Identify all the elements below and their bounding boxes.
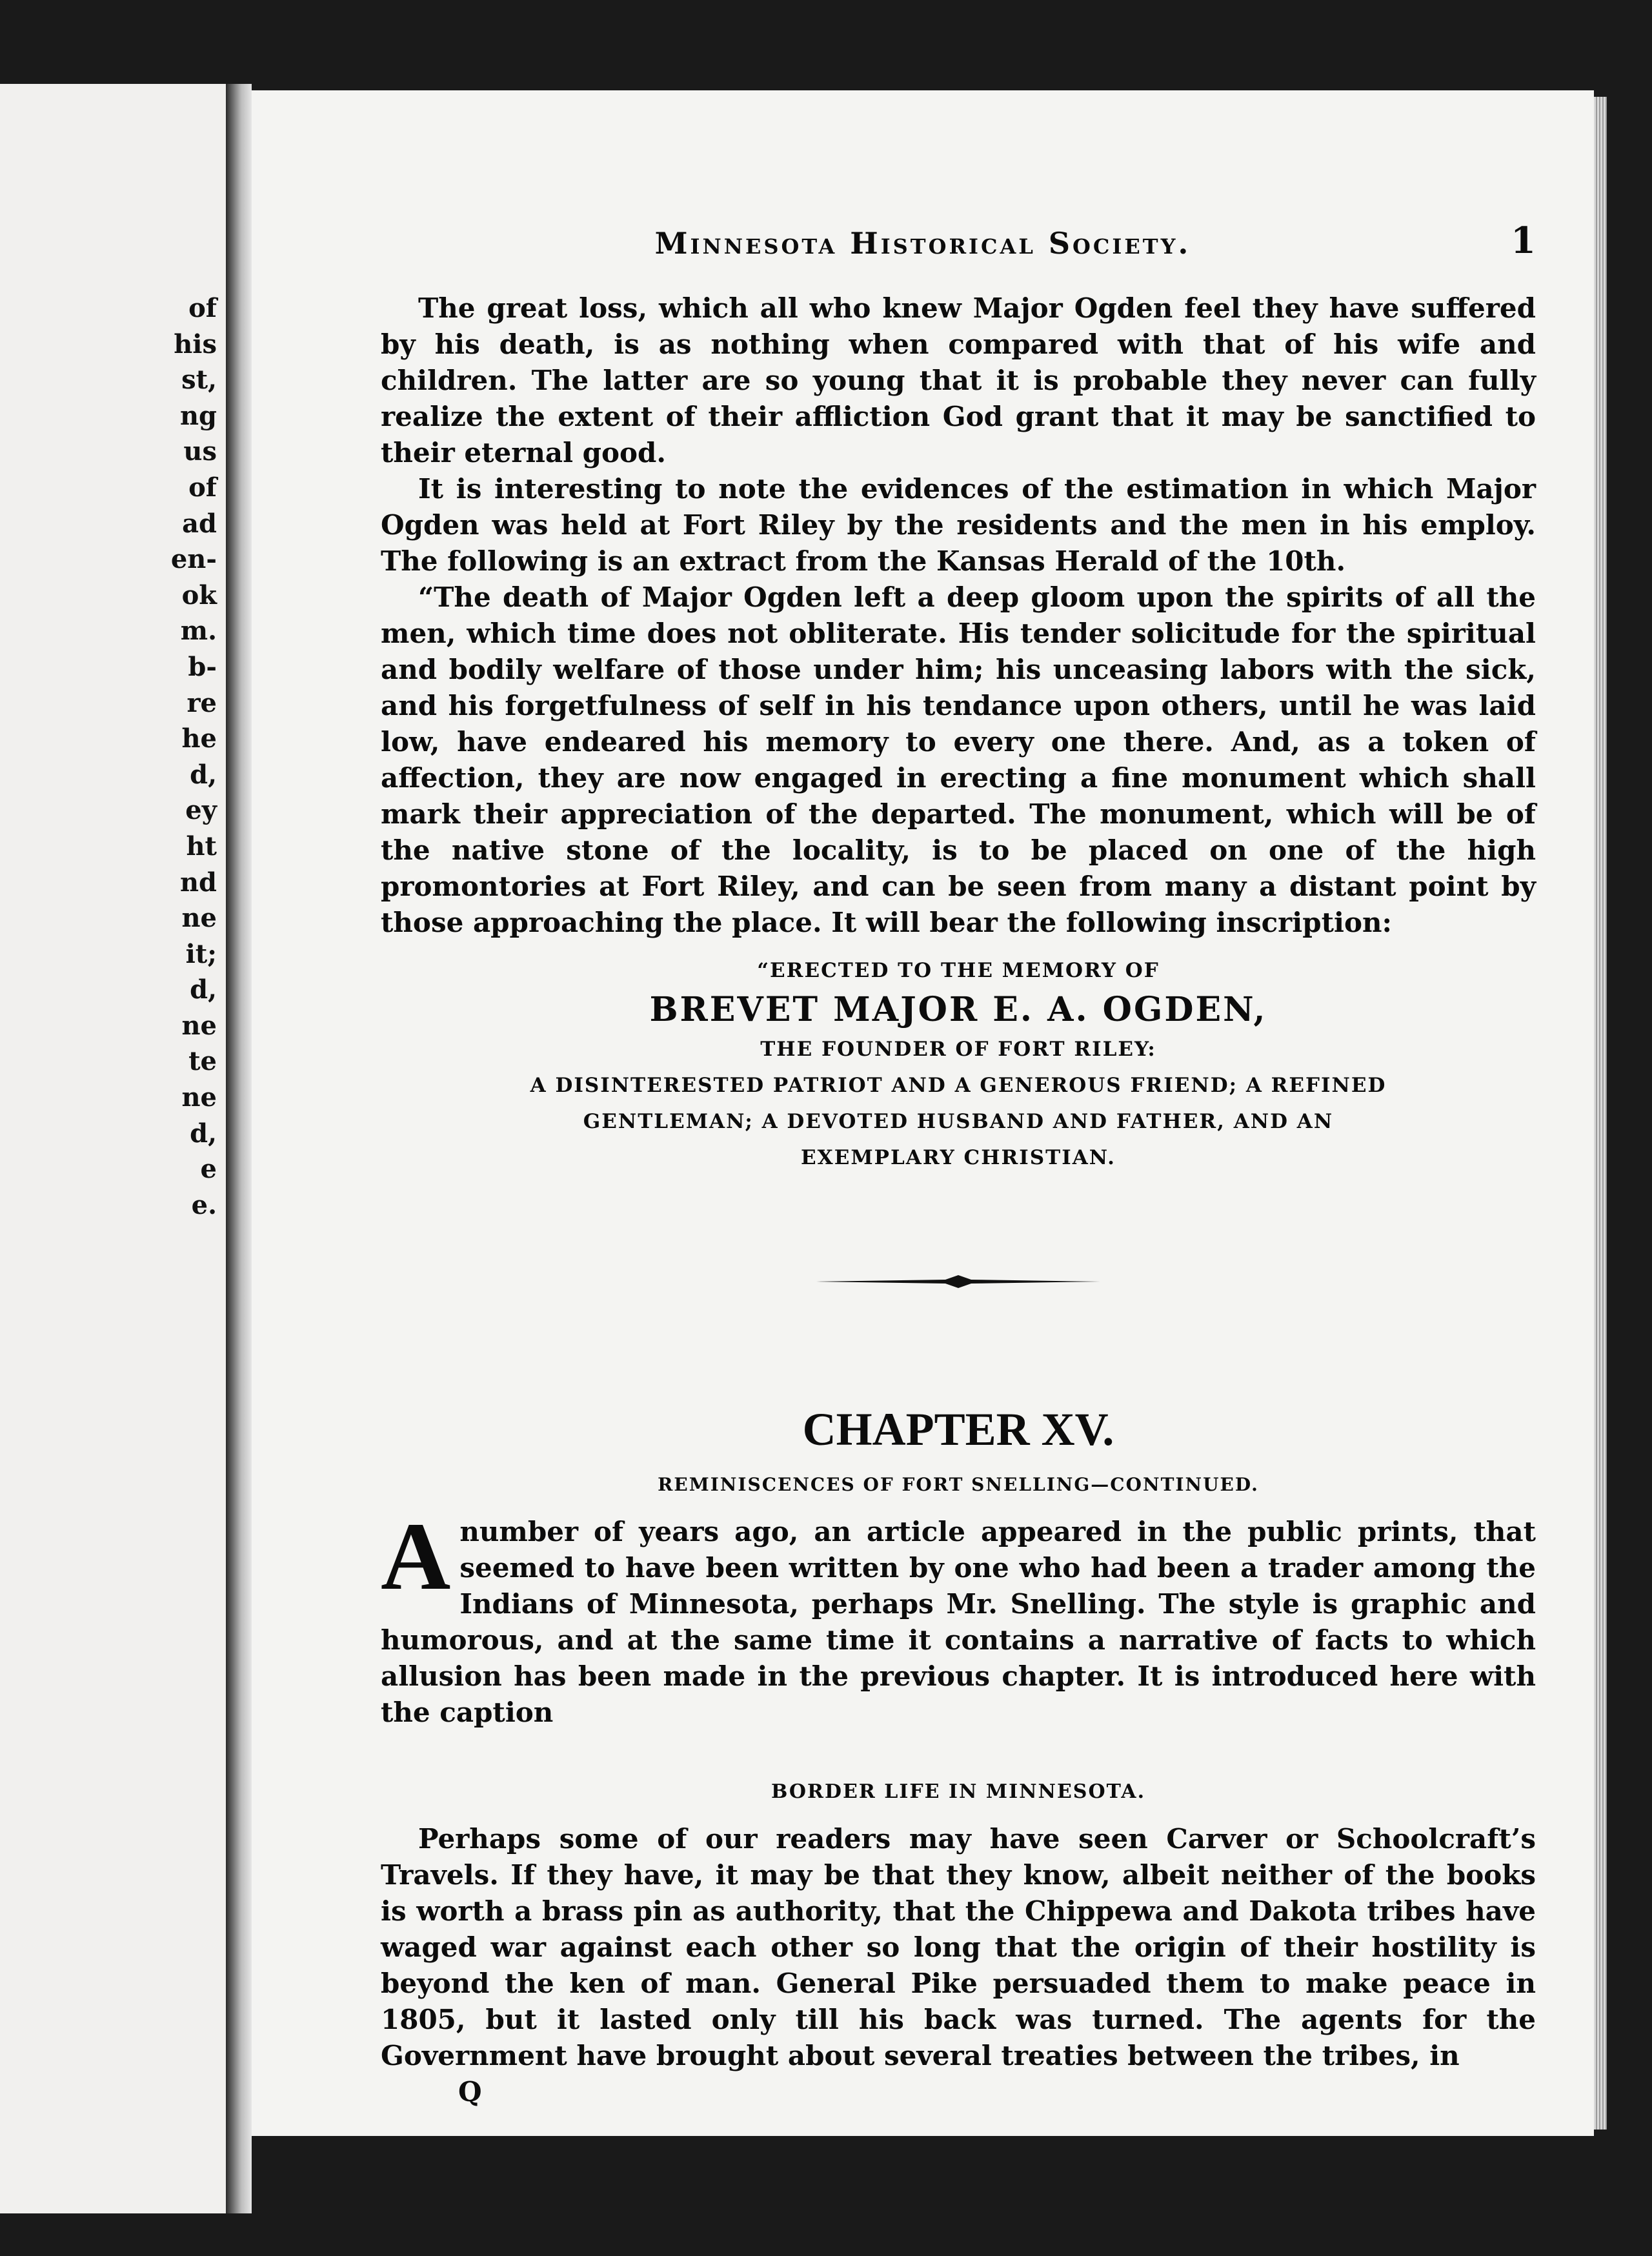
book-page [252,90,1594,2136]
paragraph: The great loss, which all who knew Major Ogden feel they have suffered by his death, is as nothing when compared with that of his wife and children. The latter are so young that it is probable they never can fully realize the extent of their affliction God grant that it may be sanctified to their eternal good. [381,292,1536,468]
running-head [381,219,1536,290]
ornament-rule-icon [816,1273,1100,1291]
inscription-line: GENTLEMAN; A DEVOTED HUSBAND AND FATHER, AND AN [583,1110,1334,1133]
facing-line: he [181,723,217,754]
inscription-line: A DISINTERESTED PATRIOT AND A GENEROUS FRIEND; A REFINED [530,1074,1387,1097]
facing-line: of [188,472,217,503]
facing-page-text [171,290,217,1223]
facing-line: ne [181,1082,217,1113]
signature-mark: Q [458,2076,482,2108]
facing-line: ne [181,1010,217,1041]
facing-line: re [186,687,217,718]
inscription-line: THE FOUNDER OF FORT RILEY: [760,1038,1156,1061]
facing-line: ht [186,831,217,861]
facing-line: d, [190,759,217,790]
paragraph: Perhaps some of our readers may have seen Carver or Schoolcraft’s Travels. If they have, it may be that they know, albeit neither of the books is worth a brass pin as authority, that the Chippewa and Dakota tribes have waged war against each other so long that the origin of their hostility is beyond the ken of man. General Pike persuaded them to make peace in 1805, but it lasted only till his back was turned. The agents for the Government have brought about several treaties between the tribes, in [381,1823,1536,2071]
facing-line: it; [185,938,217,969]
inscription [381,952,1536,1176]
facing-line: ey [185,795,217,826]
running-title: Minnesota Historical Society. [654,226,1191,261]
chapter-subtitle: REMINISCENCES OF FORT SNELLING—CONTINUED. [658,1474,1259,1495]
inscription-name: BREVET MAJOR E. A. OGDEN, [649,990,1267,1029]
facing-line: d, [190,974,217,1005]
inscription-line: “ERECTED TO THE MEMORY OF [757,959,1160,982]
facing-line: ng [179,400,217,431]
opening-paragraph-text: number of years ago, an article appeared in the public prints, that seemed to have been written by one who had been a trader among the Indians of Minnesota, perhaps Mr. Snelling. The style is graphic and humorous, and at the same time it contains a narrative of facts to which allusion has been made in the previous chapter. It is introduced here with the caption [381,1516,1536,1728]
facing-line: d, [190,1118,217,1149]
facing-line: en- [170,544,217,575]
facing-line: b- [188,651,217,682]
paragraph: It is interesting to note the evidences of the estimation in which Major Ogden was held at Fort Riley by the residents and the men in his employ. The following is an extract from the Kansas Herald of the 10th. [381,473,1536,577]
facing-line: ok [181,579,217,610]
inscription-line: EXEMPLARY CHRISTIAN. [801,1146,1116,1169]
facing-line: e [200,1154,217,1185]
facing-line: ne [181,903,217,934]
opening-paragraph [381,1503,1536,1731]
page-text [381,219,1536,2110]
facing-line: of [188,293,217,323]
facing-line: his [174,328,217,359]
facing-line: e. [191,1189,217,1220]
facing-line: te [188,1046,217,1077]
chapter-title: CHAPTER XV. [802,1404,1114,1455]
section-heading: BORDER LIFE IN MINNESOTA. [771,1780,1146,1803]
quoted-paragraph: “The death of Major Ogden left a deep gloom upon the spirits of all the men, which time does not obliterate. His tender solicitude for the spiritual and bodily welfare of those under him; his unceasing labors with the sick, and his forgetfulness of self in his tendance upon others, until he was laid low, have endeared his memory to every one there. And, as a token of affection, they are now engaged in erecting a fine monument which shall mark their appreciation of the departed. The monument, which will be of the native stone of the locality, is to be placed on one of the high promontories at Fort Riley, and can be seen from many a distant point by those approaching the place. It will bear the following inscription: [381,581,1536,938]
drop-cap: A [381,1503,451,1610]
facing-line: nd [179,867,217,898]
facing-line: us [183,436,217,467]
facing-page [0,84,226,2213]
page-number: 1 [1511,219,1536,262]
facing-line: m. [180,616,217,647]
facing-line: st, [181,365,217,396]
page-edges [1594,97,1607,2130]
facing-line: ad [182,508,217,539]
book-gutter [226,84,252,2213]
